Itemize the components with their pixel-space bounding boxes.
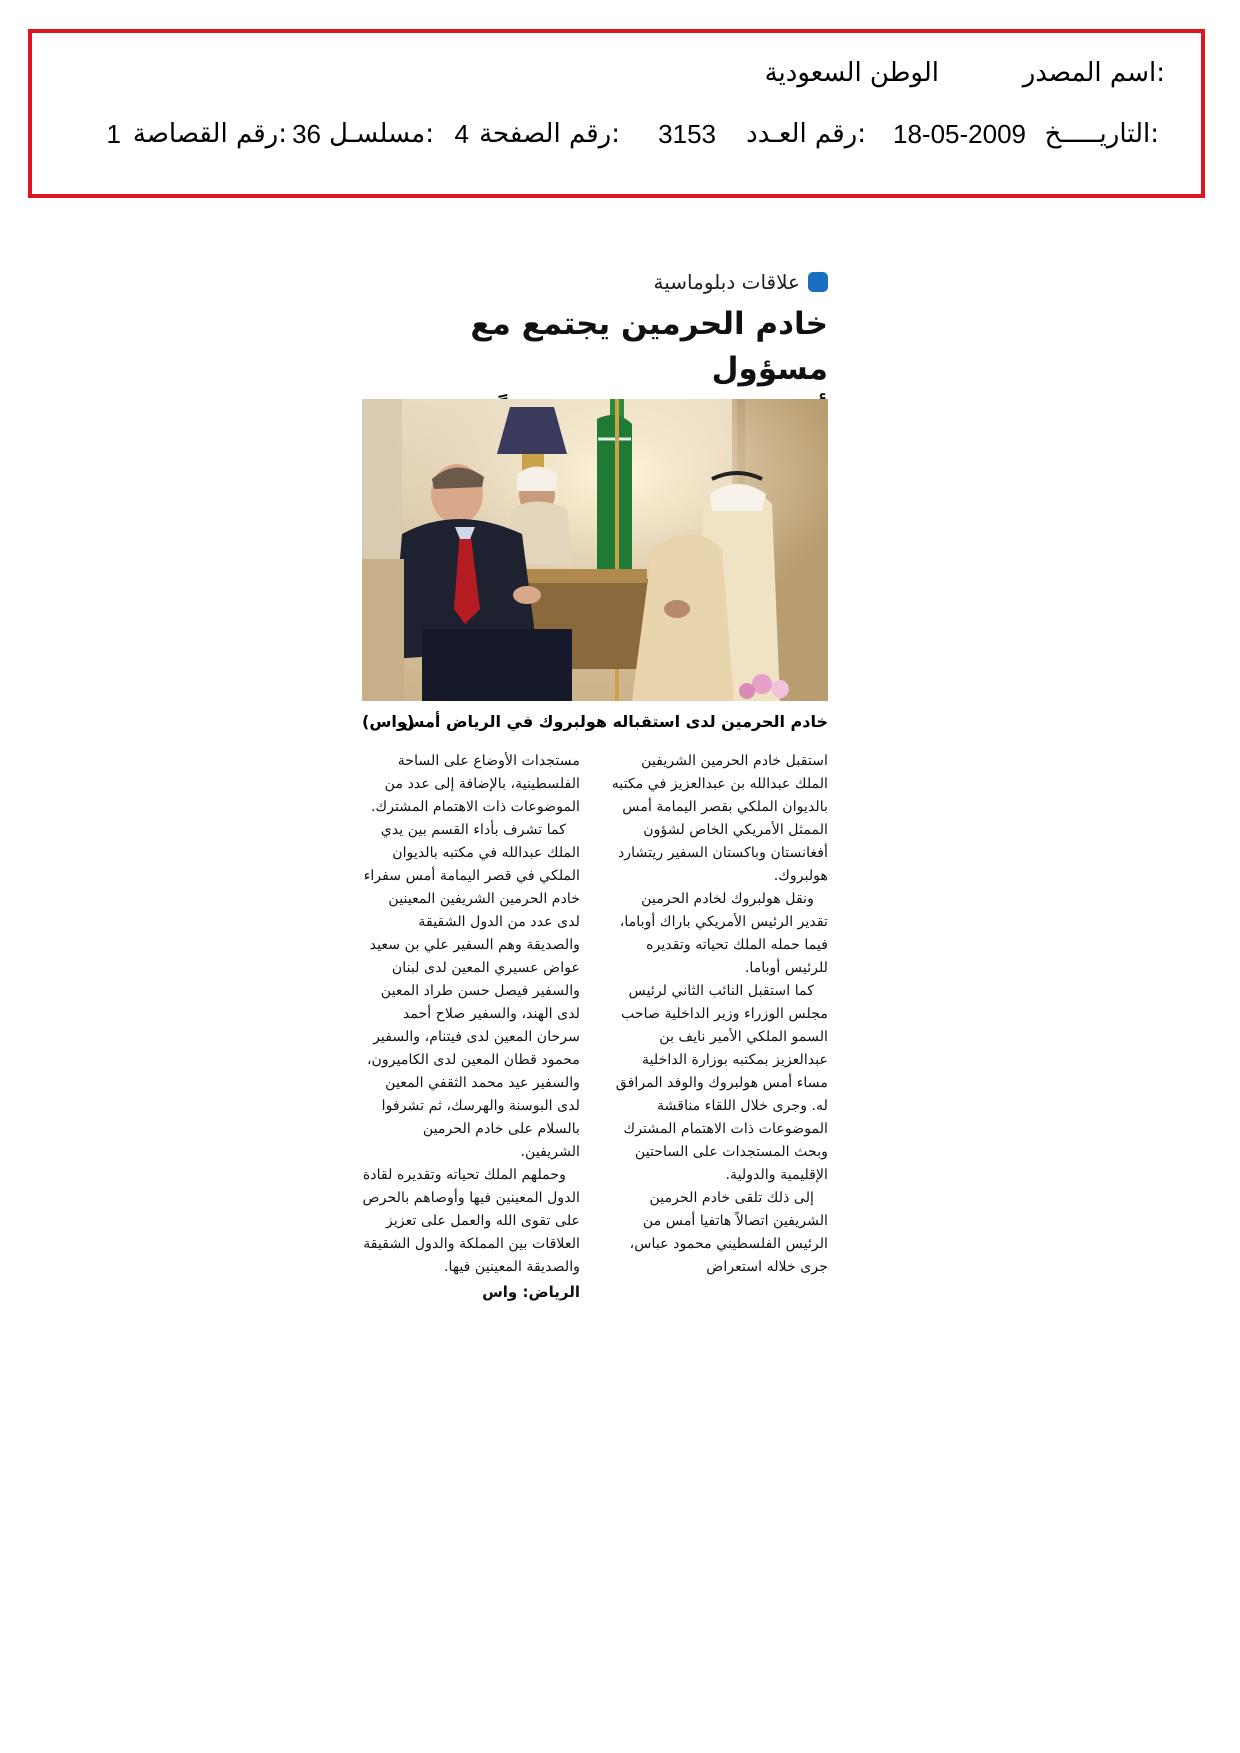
col1-paragraph-3: كما استقبل النائب الثاني لرئيس مجلس الوزراء وزير الداخلية صاحب السمو الملكي الأمير نايف بن عبدالعزيز بمكتبه بوزارة الداخلية مساء أمس هولبروك والوفد المرافق له. وجرى خلال اللقاء مناقشة الموضوعات ذات الاهتمام المشترك وبحث المستجدات على الساحتين الإقليمية والدولية. <box>615 983 828 1183</box>
article-column-2 <box>362 750 580 1304</box>
page-value: 4 <box>454 119 469 149</box>
meeting-photo-illustration <box>362 399 828 701</box>
photo-caption <box>362 712 828 738</box>
page-label: رقم الصفحة: <box>479 119 620 149</box>
col1-paragraph-1: استقبل خادم الحرمين الشريفين الملك عبدالله بن عبدالعزيز في مكتبه بالديوان الملكي بقصر اليمامة أمس الممثل الأمريكي الخاص لشؤون أفغانستان وباكستان السفير ريتشارد هولبروك. <box>611 753 828 884</box>
col2-paragraph-1: مستجدات الأوضاع على الساحة الفلسطينية، بالإضافة إلى عدد من الموضوعات ذات الاهتمام المشترك. <box>370 753 580 815</box>
caption-text: خادم الحرمين لدى استقباله هولبروك في الرياض أمس <box>402 712 828 731</box>
article-dateline: الرياض: واس <box>482 1283 580 1301</box>
col2-paragraph-2: كما تشرف بأداء القسم بين يدي الملك عبدالله في مكتبه بالديوان الملكي في قصر اليمامة أمس سفراء خادم الحرمين الشريفين المعينين لدى عدد من الدول الشقيقة والصديقة وهم السفير علي بن سعيد عواض عسيري المعين لدى لبنان والسفير فيصل حسن طراد المعين لدى الهند، والسفير صلاح أحمد سرحان المعين لدى فيتنام، والسفير محمود قطان المعين لدى الكاميرون، والسفير عيد محمد الثقفي المعين لدى البوسنة والهرسك، ثم تشرفوا بالسلام على خادم الحرمين الشريفين. <box>363 822 580 1160</box>
headline-line-1: خادم الحرمين يجتمع مع مسؤول <box>470 306 828 387</box>
caption-credit: (واس) <box>362 712 415 731</box>
date-value: 18-05-2009 <box>893 119 1026 149</box>
col2-paragraph-3: وحملهم الملك تحياته وتقديره لقادة الدول المعينين فيها وأوصاهم بالحرص على تقوى الله والعمل على تعزيز العلاقات بين المملكة والدول الشقيقة والصديقة المعينين فيها. <box>362 1167 580 1275</box>
article-column-1 <box>610 750 828 1279</box>
serial-label: مسلسـل: <box>329 119 434 149</box>
col1-paragraph-4: إلى ذلك تلقى خادم الحرمين الشريفين اتصالاً هاتفيا أمس من الرئيس الفلسطيني محمود عباس، جرى خلاله استعراض <box>629 1190 828 1275</box>
clip-value: 1 <box>106 119 121 149</box>
issue-label: رقم العـدد: <box>746 119 866 149</box>
issue-value: 3153 <box>658 119 716 149</box>
source-label: اسم المصدر: <box>1022 58 1165 88</box>
source-value: الوطن السعودية <box>764 58 939 88</box>
section-label: علاقات دبلوماسية <box>653 270 800 294</box>
section-marker-icon <box>808 272 828 292</box>
serial-value: 36 <box>292 119 321 149</box>
article-photo <box>362 399 828 701</box>
clip-label: رقم القصاصة: <box>132 119 287 149</box>
clipping-metadata-box <box>28 29 1205 198</box>
col1-paragraph-2: ونقل هولبروك لخادم الحرمين تقدير الرئيس الأمريكي باراك أوباما، فيما حمله الملك تحياته وتقديره للرئيس أوباما. <box>619 891 828 976</box>
date-label: التاريـــــخ: <box>1044 119 1159 149</box>
section-header <box>654 268 828 296</box>
